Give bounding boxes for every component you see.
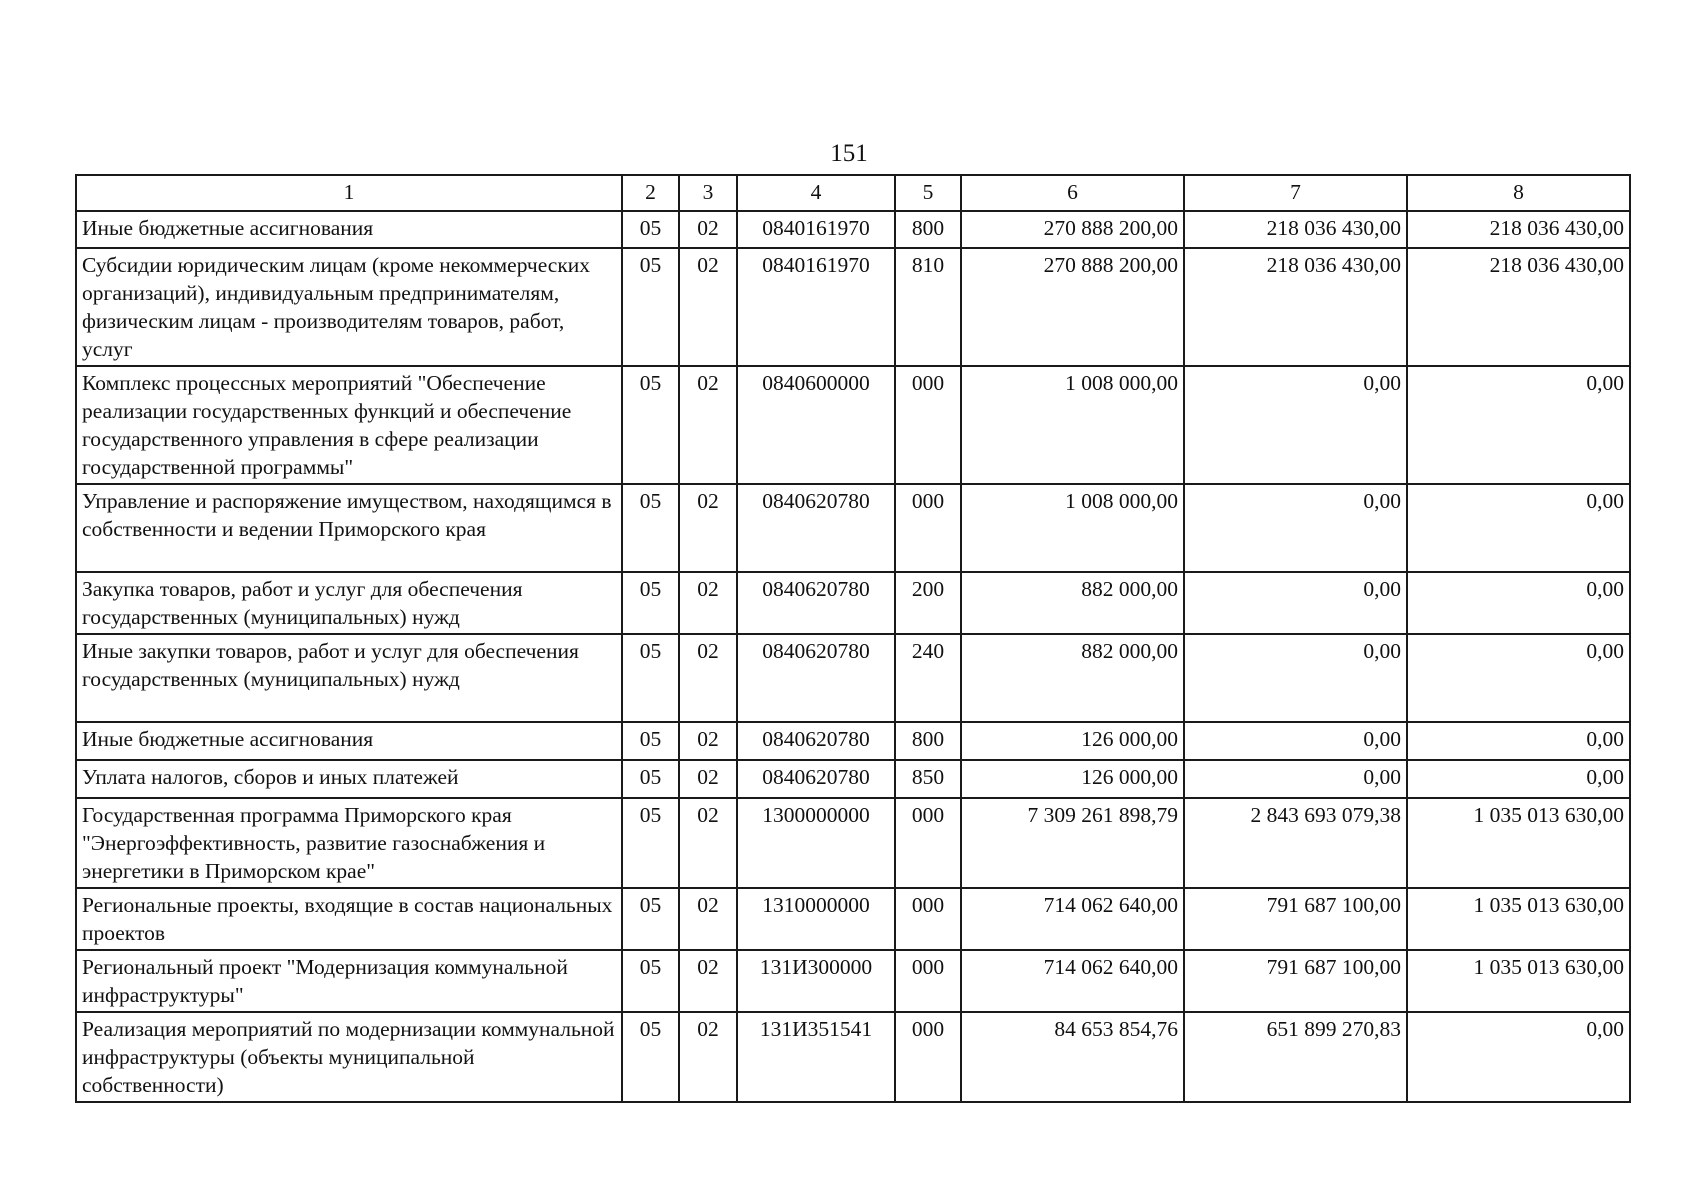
row-name: Иные бюджетные ассигнования [76, 211, 622, 248]
expense-type-code: 000 [895, 1012, 961, 1102]
subsection-code: 02 [679, 248, 737, 366]
row-name: Иные закупки товаров, работ и услуг для обеспечения государственных (муниципальных) нужд [76, 634, 622, 722]
budget-table [75, 174, 1631, 1103]
target-article-code: 0840620780 [737, 634, 895, 722]
amount-col7: 0,00 [1184, 366, 1407, 484]
subsection-code: 02 [679, 634, 737, 722]
amount-col8: 0,00 [1407, 366, 1630, 484]
section-code: 05 [622, 634, 679, 722]
section-code: 05 [622, 722, 679, 760]
header-row [76, 175, 1630, 211]
expense-type-code: 000 [895, 484, 961, 572]
amount-col7: 0,00 [1184, 634, 1407, 722]
amount-col8: 0,00 [1407, 484, 1630, 572]
table-row [76, 211, 1630, 248]
amount-col6: 84 653 854,76 [961, 1012, 1184, 1102]
row-name: Уплата налогов, сборов и иных платежей [76, 760, 622, 798]
expense-type-code: 000 [895, 950, 961, 1012]
amount-col7: 218 036 430,00 [1184, 211, 1407, 248]
row-name: Региональный проект "Модернизация коммунальной инфраструктуры" [76, 950, 622, 1012]
amount-col6: 714 062 640,00 [961, 950, 1184, 1012]
section-code: 05 [622, 211, 679, 248]
amount-col7: 0,00 [1184, 760, 1407, 798]
section-code: 05 [622, 798, 679, 888]
row-name: Региональные проекты, входящие в состав национальных проектов [76, 888, 622, 950]
section-code: 05 [622, 248, 679, 366]
target-article-code: 0840161970 [737, 211, 895, 248]
expense-type-code: 000 [895, 366, 961, 484]
section-code: 05 [622, 888, 679, 950]
section-code: 05 [622, 572, 679, 634]
amount-col8: 1 035 013 630,00 [1407, 950, 1630, 1012]
page-number: 151 [830, 140, 868, 167]
amount-col8: 0,00 [1407, 634, 1630, 722]
subsection-code: 02 [679, 366, 737, 484]
column-header: 3 [679, 175, 737, 211]
row-name: Комплекс процессных мероприятий "Обеспечение реализации государственных функций и обеспечение государственного управления в сфере реализации государственной программы" [76, 366, 622, 484]
target-article-code: 0840620780 [737, 722, 895, 760]
subsection-code: 02 [679, 722, 737, 760]
section-code: 05 [622, 1012, 679, 1102]
amount-col6: 126 000,00 [961, 722, 1184, 760]
subsection-code: 02 [679, 572, 737, 634]
target-article-code: 0840600000 [737, 366, 895, 484]
column-header: 6 [961, 175, 1184, 211]
expense-type-code: 240 [895, 634, 961, 722]
subsection-code: 02 [679, 798, 737, 888]
target-article-code: 0840620780 [737, 760, 895, 798]
expense-type-code: 800 [895, 722, 961, 760]
row-name: Иные бюджетные ассигнования [76, 722, 622, 760]
section-code: 05 [622, 950, 679, 1012]
subsection-code: 02 [679, 1012, 737, 1102]
amount-col7: 0,00 [1184, 572, 1407, 634]
amount-col8: 0,00 [1407, 722, 1630, 760]
table-row [76, 798, 1630, 888]
row-name: Управление и распоряжение имуществом, находящимся в собственности и ведении Приморского края [76, 484, 622, 572]
subsection-code: 02 [679, 211, 737, 248]
amount-col7: 0,00 [1184, 484, 1407, 572]
amount-col6: 882 000,00 [961, 572, 1184, 634]
expense-type-code: 000 [895, 798, 961, 888]
table-row [76, 888, 1630, 950]
target-article-code: 1300000000 [737, 798, 895, 888]
amount-col6: 1 008 000,00 [961, 484, 1184, 572]
amount-col8: 218 036 430,00 [1407, 248, 1630, 366]
target-article-code: 0840620780 [737, 572, 895, 634]
amount-col8: 218 036 430,00 [1407, 211, 1630, 248]
amount-col7: 791 687 100,00 [1184, 950, 1407, 1012]
amount-col7: 651 899 270,83 [1184, 1012, 1407, 1102]
amount-col6: 882 000,00 [961, 634, 1184, 722]
target-article-code: 0840620780 [737, 484, 895, 572]
subsection-code: 02 [679, 760, 737, 798]
amount-col7: 2 843 693 079,38 [1184, 798, 1407, 888]
expense-type-code: 000 [895, 888, 961, 950]
row-name: Субсидии юридическим лицам (кроме некоммерческих организаций), индивидуальным предпринимателям, физическим лицам - производителям товаров, работ, услуг [76, 248, 622, 366]
row-name: Реализация мероприятий по модернизации коммунальной инфраструктуры (объекты муниципальной собственности) [76, 1012, 622, 1102]
section-code: 05 [622, 484, 679, 572]
expense-type-code: 200 [895, 572, 961, 634]
amount-col7: 218 036 430,00 [1184, 248, 1407, 366]
table-row [76, 722, 1630, 760]
table-row [76, 634, 1630, 722]
table-row [76, 1012, 1630, 1102]
amount-col6: 1 008 000,00 [961, 366, 1184, 484]
expense-type-code: 810 [895, 248, 961, 366]
expense-type-code: 850 [895, 760, 961, 798]
amount-col6: 714 062 640,00 [961, 888, 1184, 950]
target-article-code: 0840161970 [737, 248, 895, 366]
target-article-code: 131И351541 [737, 1012, 895, 1102]
amount-col8: 1 035 013 630,00 [1407, 888, 1630, 950]
section-code: 05 [622, 366, 679, 484]
target-article-code: 131И300000 [737, 950, 895, 1012]
table-row [76, 760, 1630, 798]
column-header: 1 [76, 175, 622, 211]
column-header: 4 [737, 175, 895, 211]
table-row [76, 950, 1630, 1012]
amount-col7: 0,00 [1184, 722, 1407, 760]
subsection-code: 02 [679, 888, 737, 950]
row-name: Закупка товаров, работ и услуг для обеспечения государственных (муниципальных) нужд [76, 572, 622, 634]
amount-col8: 0,00 [1407, 1012, 1630, 1102]
row-name: Государственная программа Приморского края "Энергоэффективность, развитие газоснабжения и энергетики в Приморском крае" [76, 798, 622, 888]
section-code: 05 [622, 760, 679, 798]
subsection-code: 02 [679, 484, 737, 572]
table-row [76, 248, 1630, 366]
subsection-code: 02 [679, 950, 737, 1012]
column-header: 5 [895, 175, 961, 211]
table-row [76, 484, 1630, 572]
amount-col8: 0,00 [1407, 760, 1630, 798]
target-article-code: 1310000000 [737, 888, 895, 950]
amount-col6: 7 309 261 898,79 [961, 798, 1184, 888]
column-header: 8 [1407, 175, 1630, 211]
table-row [76, 366, 1630, 484]
amount-col6: 270 888 200,00 [961, 211, 1184, 248]
amount-col6: 126 000,00 [961, 760, 1184, 798]
amount-col6: 270 888 200,00 [961, 248, 1184, 366]
expense-type-code: 800 [895, 211, 961, 248]
column-header: 7 [1184, 175, 1407, 211]
column-header: 2 [622, 175, 679, 211]
table-row [76, 572, 1630, 634]
amount-col7: 791 687 100,00 [1184, 888, 1407, 950]
amount-col8: 1 035 013 630,00 [1407, 798, 1630, 888]
amount-col8: 0,00 [1407, 572, 1630, 634]
